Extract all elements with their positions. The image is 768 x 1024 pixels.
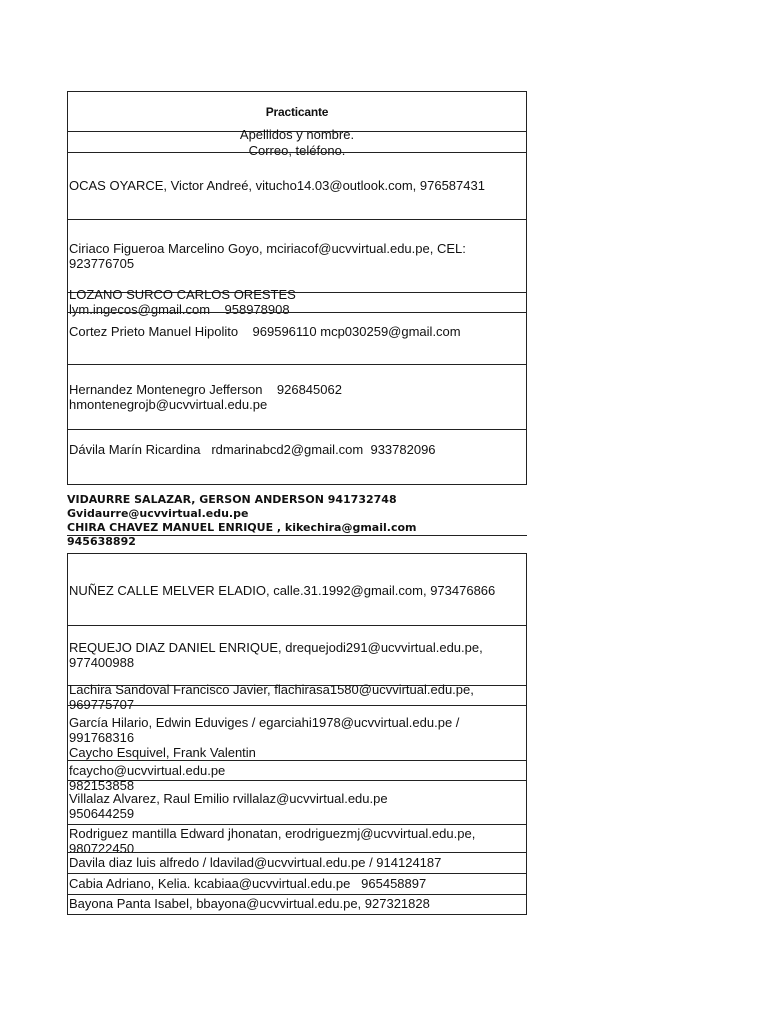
table-row — [67, 364, 527, 430]
table-row — [67, 852, 527, 874]
header-subtitle-line2: Correo, teléfono. — [248, 143, 346, 158]
table-row — [67, 429, 527, 485]
table-row — [67, 553, 527, 626]
row-text: NUÑEZ CALLE MELVER ELADIO, calle.31.1992@gmail.com, 973476866 — [69, 583, 496, 598]
header-subtitle-line1: Apellidos y nombre. — [239, 127, 355, 142]
table-row — [67, 219, 527, 293]
row-text: Rodriguez mantilla Edward jhonatan, erodriguezmj@ucvvirtual.edu.pe, 980722450 — [69, 826, 476, 856]
table-row — [67, 152, 527, 220]
header-title: Practicante — [265, 105, 329, 119]
divider-line — [67, 535, 527, 536]
table-row — [67, 625, 527, 686]
table-row — [67, 682, 527, 712]
table-row — [67, 780, 527, 825]
row-text: REQUEJO DIAZ DANIEL ENRIQUE, drequejodi291@ucvvirtual.edu.pe, 977400988 — [69, 640, 483, 670]
row-text: Bayona Panta Isabel, bbayona@ucvvirtual.edu.pe, 927321828 — [69, 896, 430, 911]
row-text: García Hilario, Edwin Eduviges / egarciahi1978@ucvvirtual.edu.pe / 991768316 Caycho Esquivel, Frank Valentin — [69, 715, 460, 760]
table-subheader — [67, 127, 527, 158]
row-text: Ciriaco Figueroa Marcelino Goyo, mciriacof@ucvvirtual.edu.pe, CEL: 923776705 — [69, 241, 466, 271]
table-row — [67, 705, 527, 761]
row-text: fcaycho@ucvvirtual.edu.pe 982153858 — [69, 763, 226, 793]
row-text: Cabia Adriano, Kelia. kcabiaa@ucvvirtual.edu.pe 965458897 — [69, 876, 427, 891]
table-row — [67, 824, 527, 856]
row-text: OCAS OYARCE, Victor Andreé, vitucho14.03@outlook.com, 976587431 — [69, 178, 485, 193]
row-text: Lachira Sandoval Francisco Javier, flachirasa1580@ucvvirtual.edu.pe, 969775707 — [69, 682, 474, 712]
table-header — [67, 91, 527, 132]
table-row — [67, 760, 527, 793]
table-row — [67, 287, 527, 317]
bold-line-4: 945638892 — [67, 535, 136, 548]
row-text: Dávila Marín Ricardina rdmarinabcd2@gmail.com 933782096 — [69, 442, 436, 457]
row-text: Cortez Prieto Manuel Hipolito 969596110 mcp030259@gmail.com — [69, 324, 461, 339]
bold-entry-vidaurre — [67, 493, 537, 549]
table-row — [67, 894, 527, 915]
row-text: LOZANO SURCO CARLOS ORESTES lym.ingecos@gmail.com 958978908 — [69, 287, 296, 317]
row-text: Davila diaz luis alfredo / ldavilad@ucvvirtual.edu.pe / 914124187 — [69, 855, 442, 870]
bold-line-2: Gvidaurre@ucvvirtual.edu.pe — [67, 507, 249, 520]
bold-line-1: VIDAURRE SALAZAR, GERSON ANDERSON 941732748 — [67, 493, 397, 506]
row-text: Hernandez Montenegro Jefferson 926845062 hmontenegrojb@ucvvirtual.edu.pe — [69, 382, 342, 412]
row-text: Villalaz Alvarez, Raul Emilio rvillalaz@ucvvirtual.edu.pe 950644259 — [69, 791, 388, 821]
table-row — [67, 873, 527, 895]
bold-line-3: CHIRA CHAVEZ MANUEL ENRIQUE , kikechira@gmail.com — [67, 521, 417, 534]
table-row — [67, 312, 527, 365]
